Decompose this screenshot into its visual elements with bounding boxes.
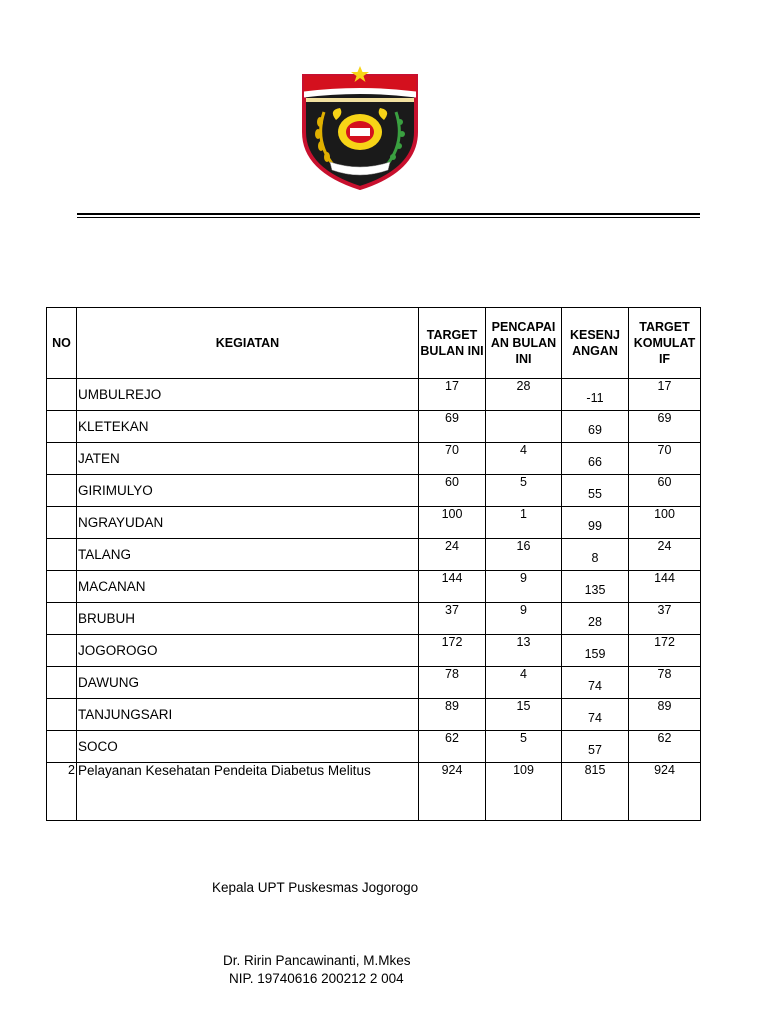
cell-target: 37: [419, 603, 486, 635]
cell-komulatif: 37: [629, 603, 701, 635]
cell-komulatif: 144: [629, 571, 701, 603]
cell-komulatif: 100: [629, 507, 701, 539]
cell-pencapaian: 5: [486, 475, 562, 507]
cell-komulatif: 78: [629, 667, 701, 699]
cell-kesenjangan: 66: [562, 443, 629, 475]
cell-target: 24: [419, 539, 486, 571]
cell-pencapaian: 9: [486, 571, 562, 603]
signature-nip: NIP. 19740616 200212 2 004: [229, 971, 404, 986]
table-row: [47, 699, 701, 731]
cell-kegiatan: NGRAYUDAN: [77, 507, 419, 539]
cell-komulatif: 69: [629, 411, 701, 443]
cell-komulatif: 172: [629, 635, 701, 667]
cell-no: [47, 379, 77, 411]
table-row: [47, 539, 701, 571]
cell-target: 100: [419, 507, 486, 539]
header-target-komulatif: TARGET KOMULAT IF: [629, 308, 701, 379]
cell-kesenjangan: 57: [562, 731, 629, 763]
cell-kesenjangan: 159: [562, 635, 629, 667]
cell-target: 924: [419, 763, 486, 821]
cell-komulatif: 24: [629, 539, 701, 571]
table-row: [47, 635, 701, 667]
cell-no: [47, 635, 77, 667]
cell-pencapaian: 1: [486, 507, 562, 539]
cell-no: [47, 507, 77, 539]
cell-no: [47, 539, 77, 571]
cell-target: 70: [419, 443, 486, 475]
header-rule-thin: [77, 217, 700, 218]
cell-komulatif: 924: [629, 763, 701, 821]
cell-target: 60: [419, 475, 486, 507]
cell-kesenjangan: 74: [562, 667, 629, 699]
cell-pencapaian: 4: [486, 443, 562, 475]
cell-kesenjangan: 55: [562, 475, 629, 507]
cell-pencapaian: 5: [486, 731, 562, 763]
cell-kesenjangan: 74: [562, 699, 629, 731]
cell-pencapaian: 13: [486, 635, 562, 667]
cell-no: [47, 443, 77, 475]
cell-kegiatan: GIRIMULYO: [77, 475, 419, 507]
cell-target: 144: [419, 571, 486, 603]
cell-kesenjangan: 99: [562, 507, 629, 539]
cell-komulatif: 70: [629, 443, 701, 475]
cell-pencapaian: 15: [486, 699, 562, 731]
cell-target: 89: [419, 699, 486, 731]
cell-target: 78: [419, 667, 486, 699]
cell-no: [47, 571, 77, 603]
cell-no: [47, 667, 77, 699]
cell-pencapaian: 4: [486, 667, 562, 699]
header-pencapaian-bulan-ini: PENCAPAI AN BULAN INI: [486, 308, 562, 379]
cell-no: [47, 731, 77, 763]
cell-no: [47, 411, 77, 443]
header-target-bulan-ini: TARGET BULAN INI: [419, 308, 486, 379]
cell-pencapaian: 16: [486, 539, 562, 571]
table-header-row: [47, 308, 701, 379]
cell-target: 62: [419, 731, 486, 763]
cell-pencapaian: 109: [486, 763, 562, 821]
cell-no: [47, 475, 77, 507]
cell-kegiatan: DAWUNG: [77, 667, 419, 699]
cell-target: 17: [419, 379, 486, 411]
cell-kesenjangan: -11: [562, 379, 629, 411]
cell-target: 69: [419, 411, 486, 443]
table-row: [47, 667, 701, 699]
kegiatan-table: [46, 307, 701, 821]
table-row: [47, 411, 701, 443]
cell-kegiatan: SOCO: [77, 731, 419, 763]
cell-pencapaian: 9: [486, 603, 562, 635]
cell-kesenjangan: 135: [562, 571, 629, 603]
cell-kegiatan: JATEN: [77, 443, 419, 475]
table-row: [47, 507, 701, 539]
cell-kegiatan: BRUBUH: [77, 603, 419, 635]
cell-pencapaian: 28: [486, 379, 562, 411]
cell-kesenjangan: 815: [562, 763, 629, 821]
cell-kegiatan: KLETEKAN: [77, 411, 419, 443]
header-rule-thick: [77, 213, 700, 215]
header-no: NO: [47, 308, 77, 379]
cell-komulatif: 89: [629, 699, 701, 731]
cell-no: [47, 699, 77, 731]
table-row: [47, 763, 701, 821]
cell-kegiatan: UMBULREJO: [77, 379, 419, 411]
cell-target: 172: [419, 635, 486, 667]
signature-title: Kepala UPT Puskesmas Jogorogo: [212, 880, 419, 895]
table-row: [47, 443, 701, 475]
table-row: [47, 475, 701, 507]
cell-kesenjangan: 69: [562, 411, 629, 443]
cell-no: [47, 603, 77, 635]
cell-komulatif: 17: [629, 379, 701, 411]
cell-kegiatan: TALANG: [77, 539, 419, 571]
header-kegiatan: KEGIATAN: [77, 308, 419, 379]
ngawi-crest-logo: [300, 62, 420, 190]
header-kesenjangan: KESENJ ANGAN: [562, 308, 629, 379]
cell-pencapaian: [486, 411, 562, 443]
cell-kesenjangan: 28: [562, 603, 629, 635]
cell-no: 2: [47, 763, 77, 821]
cell-komulatif: 60: [629, 475, 701, 507]
table-row: [47, 379, 701, 411]
table-row: [47, 603, 701, 635]
cell-kegiatan: TANJUNGSARI: [77, 699, 419, 731]
cell-kegiatan: JOGOROGO: [77, 635, 419, 667]
cell-komulatif: 62: [629, 731, 701, 763]
table-row: [47, 731, 701, 763]
cell-kegiatan: MACANAN: [77, 571, 419, 603]
signature-name: Dr. Ririn Pancawinanti, M.Mkes: [223, 953, 411, 968]
table-row: [47, 571, 701, 603]
cell-kesenjangan: 8: [562, 539, 629, 571]
cell-kegiatan: Pelayanan Kesehatan Pendeita Diabetus Melitus: [77, 763, 419, 821]
